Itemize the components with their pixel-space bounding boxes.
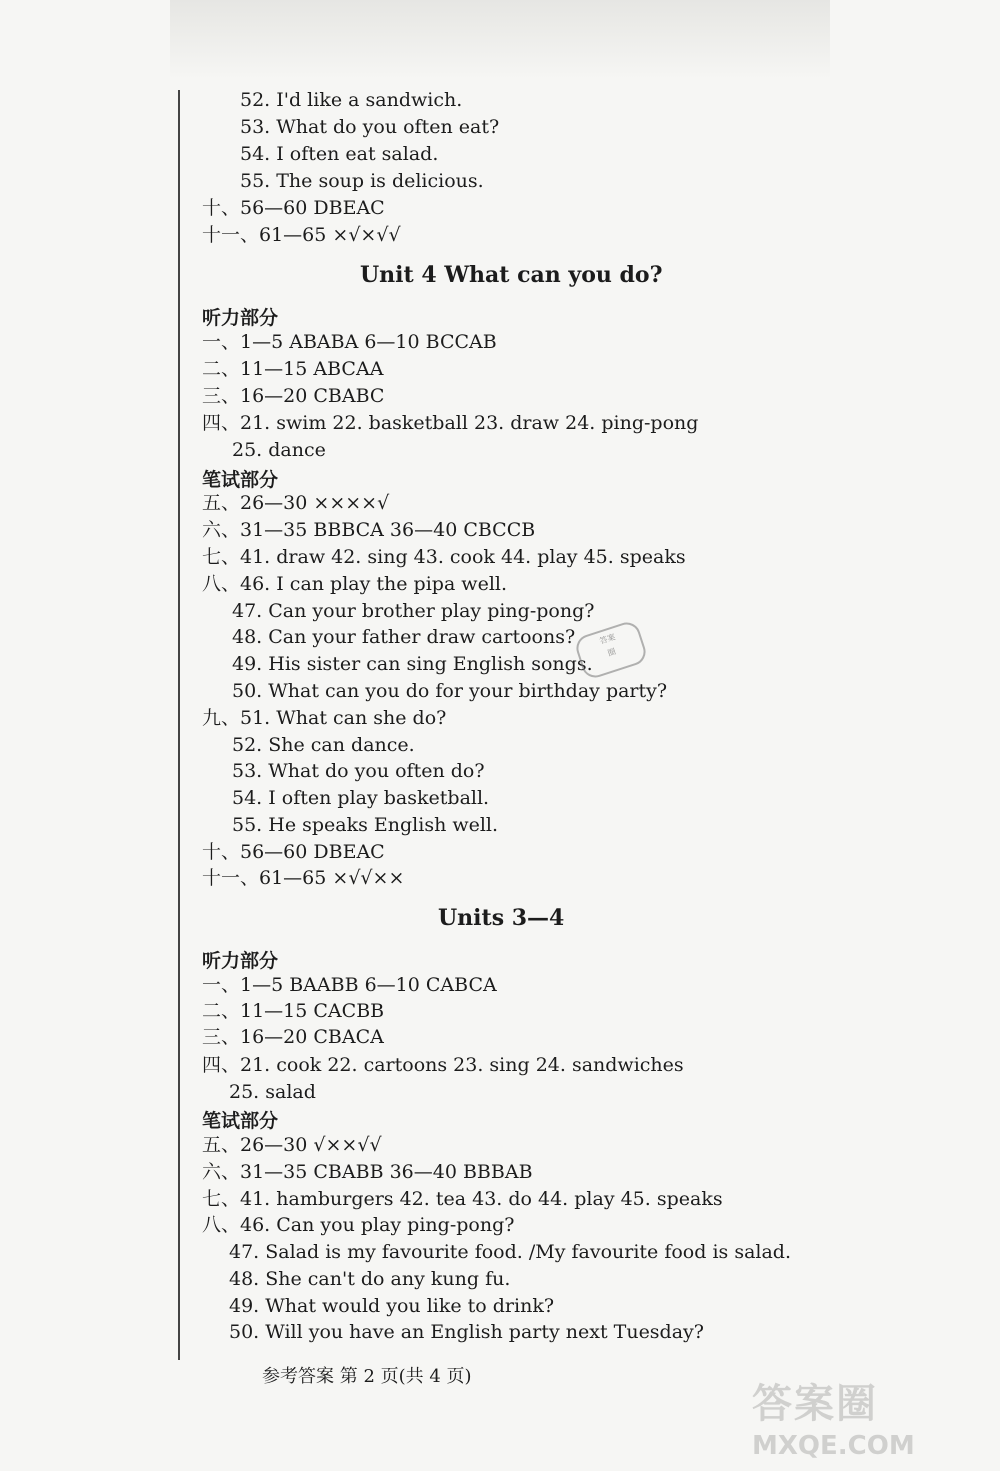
watermark-url: MXQE.COM (752, 1431, 915, 1461)
answer-line: 52. I'd like a sandwich. (240, 89, 463, 111)
answer-line: 54. I often play basketball. (232, 787, 490, 809)
stamp-text-2: 圈 (606, 646, 617, 658)
answer-line: 49. What would you like to drink? (229, 1295, 555, 1317)
answer-line: 七、41. draw 42. sing 43. cook 44. play 45. speaks (202, 546, 686, 568)
listening-section-label: 听力部分 (202, 307, 279, 329)
answer-line: 七、41. hamburgers 42. tea 43. do 44. play 45. speaks (202, 1188, 723, 1210)
answer-line: 52. She can dance. (232, 734, 415, 756)
answer-line: 47. Salad is my favourite food. /My favourite food is salad. (229, 1241, 792, 1263)
answer-line: 47. Can your brother play ping-pong? (232, 600, 595, 622)
stamp-text-1: 答案 (598, 632, 617, 646)
answer-line: 48. Can your father draw cartoons? (232, 626, 576, 648)
answer-line: 55. He speaks English well. (232, 814, 499, 836)
answer-line: 一、1—5 ABABA 6—10 BCCAB (202, 331, 497, 353)
answer-line: 十、56—60 DBEAC (202, 197, 385, 219)
answer-line: 50. Will you have an English party next Tuesday? (229, 1321, 704, 1343)
answer-line: 八、46. I can play the pipa well. (202, 573, 508, 595)
scan-shadow (170, 0, 830, 80)
answer-line: 54. I often eat salad. (240, 143, 439, 165)
answer-line: 一、1—5 BAABB 6—10 CABCA (202, 974, 497, 996)
writing-section-label: 笔试部分 (202, 469, 279, 491)
answer-line: 四、21. swim 22. basketball 23. draw 24. ping-pong (202, 412, 699, 434)
answer-line: 25. salad (229, 1081, 316, 1103)
writing-section-label: 笔试部分 (202, 1110, 279, 1132)
answer-line: 三、16—20 CBACA (202, 1026, 384, 1048)
answer-line: 53. What do you often do? (232, 760, 485, 782)
answer-line: 48. She can't do any kung fu. (229, 1268, 511, 1290)
answer-line: 五、26—30 ××××√ (202, 492, 390, 514)
listening-section-label: 听力部分 (202, 950, 279, 972)
answer-line: 55. The soup is delicious. (240, 170, 484, 192)
answer-line: 六、31—35 CBABB 36—40 BBBAB (202, 1161, 533, 1183)
answer-line: 五、26—30 √××√√ (202, 1134, 382, 1156)
page-footer: 参考答案 第 2 页(共 4 页) (262, 1366, 472, 1387)
answer-line: 49. His sister can sing English songs. (232, 653, 593, 675)
answer-line: 十一、61—65 ×√√×× (202, 867, 405, 889)
watermark-logo: 答案圈 (752, 1381, 878, 1427)
units34-heading: Units 3—4 (438, 905, 565, 931)
answer-line: 三、16—20 CBABC (202, 385, 385, 407)
answer-line: 53. What do you often eat? (240, 116, 500, 138)
answer-line: 二、11—15 ABCAA (202, 358, 384, 380)
stamp-mark (573, 619, 649, 681)
answer-line: 25. dance (232, 439, 326, 461)
answer-line: 九、51. What can she do? (202, 707, 447, 729)
answer-line: 十、56—60 DBEAC (202, 841, 385, 863)
margin-line (178, 90, 180, 1360)
answer-line: 十一、61—65 ×√×√√ (202, 224, 401, 246)
answer-line: 二、11—15 CACBB (202, 1000, 385, 1022)
answer-line: 六、31—35 BBBCA 36—40 CBCCB (202, 519, 536, 541)
answer-line: 八、46. Can you play ping-pong? (202, 1214, 515, 1236)
answer-line: 50. What can you do for your birthday party? (232, 680, 668, 702)
watermark (752, 1372, 982, 1468)
answer-line: 四、21. cook 22. cartoons 23. sing 24. sandwiches (202, 1054, 684, 1076)
unit4-heading: Unit 4 What can you do? (360, 262, 663, 288)
